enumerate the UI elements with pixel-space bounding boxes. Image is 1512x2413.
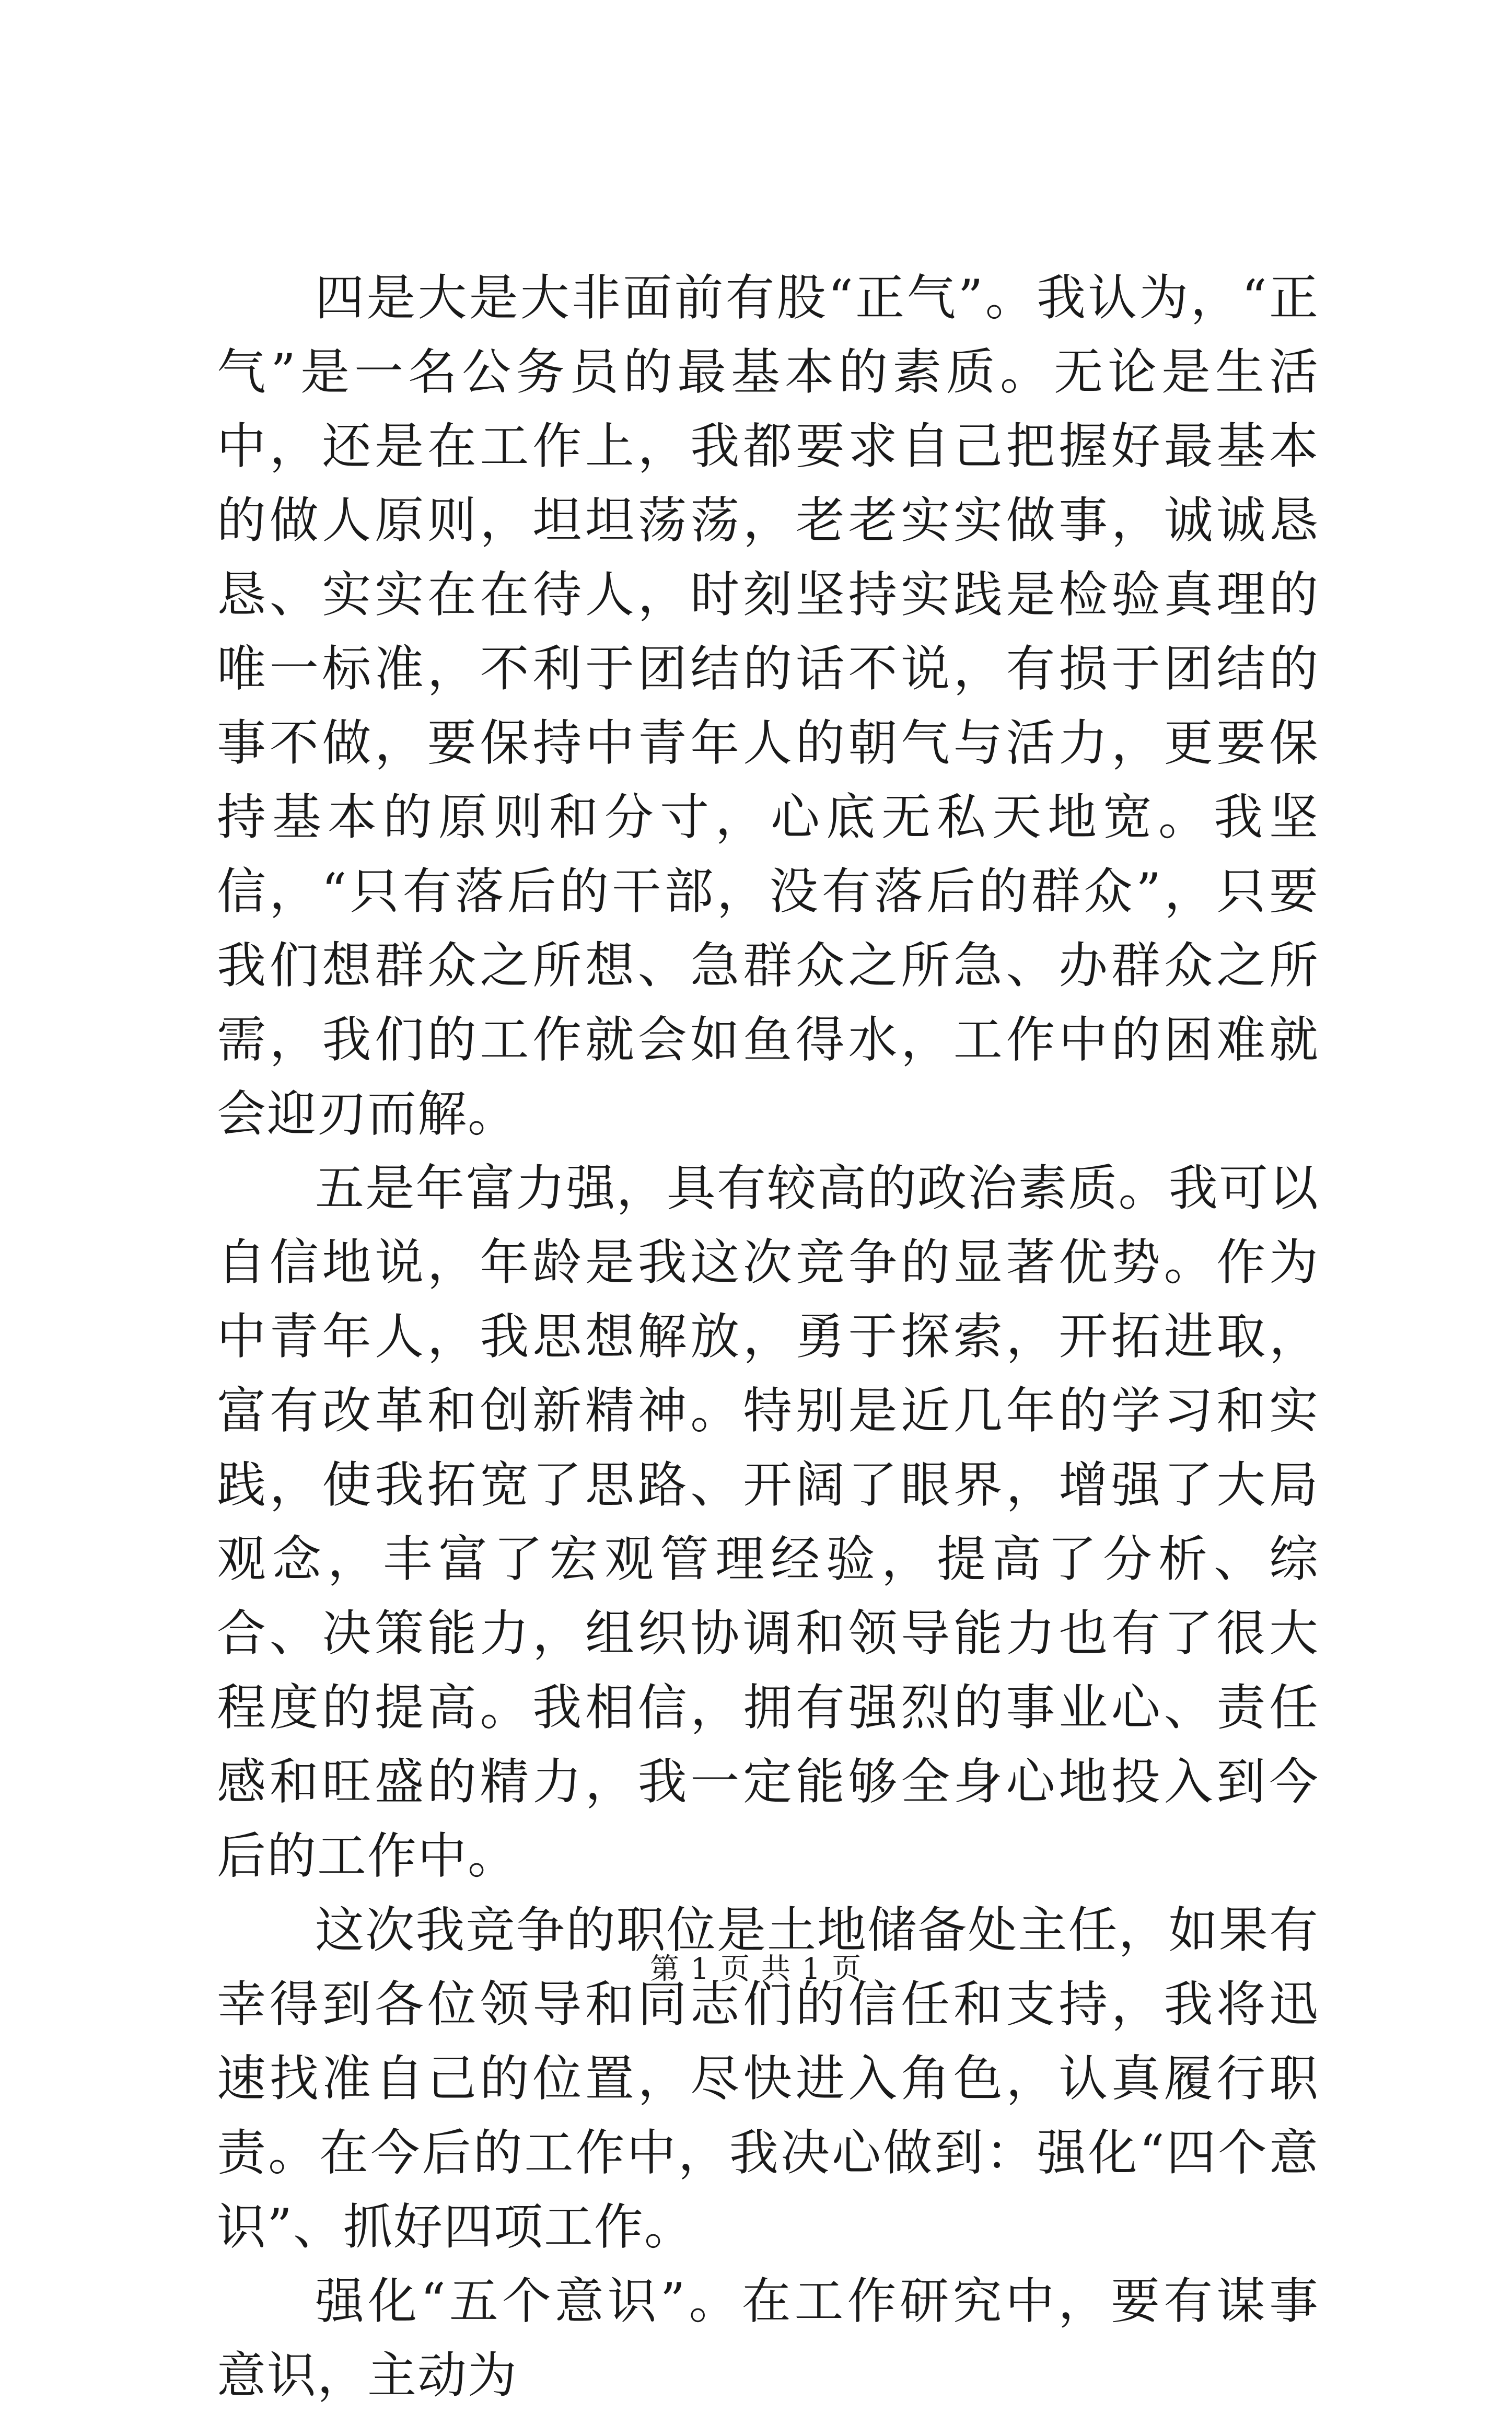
paragraph-2: 五是年富力强，具有较高的政治素质。我可以自信地说，年龄是我这次竞争的显著优势。作为中青年人，我思想解放，勇于探索，开拓进取，富有改革和创新精神。特别是近几年的学习和实践，使我拓宽了思路、开阔了眼界，增强了大局观念，丰富了宏观管理经验，提高了分析、综合、决策能力，组织协调和领导能力也有了很大程度的提高。我相信，拥有强烈的事业心、责任感和旺盛的精力，我一定能够全身心地投入到今后的工作中。	[217, 1160, 1319, 1885]
paragraph-4: 强化“五个意识”。在工作研究中，要有谋事意识，主动为	[217, 2273, 1319, 2404]
paragraph-1: 四是大是大非面前有股“正气”。我认为，“正气”是一名公务员的最基本的素质。无论是生活中，还是在工作上，我都要求自己把握好最基本的做人原则，坦坦荡荡，老老实实做事，诚诚恳恳、实实在在待人，时刻坚持实践是检验真理的唯一标准，不利于团结的话不说，有损于团结的事不做，要保持中青年人的朝气与活力，更要保持基本的原则和分寸，心底无私天地宽。我坚信，“只有落后的干部，没有落后的群众”，只要我们想群众之所想、急群众之所急、办群众之所需，我们的工作就会如鱼得水，工作中的困难就会迎刃而解。	[217, 270, 1319, 1143]
page-footer: 第 1 页 共 1 页	[649, 1952, 863, 1986]
document-body	[217, 261, 1319, 2413]
paragraph-3: 这次我竞争的职位是土地储备处主任，如果有幸得到各位领导和同志们的信任和支持，我将迅速找准自己的位置，尽快进入角色，认真履行职责。在今后的工作中，我决心做到：强化“四个意识”、抓好四项工作。	[217, 1902, 1319, 2256]
